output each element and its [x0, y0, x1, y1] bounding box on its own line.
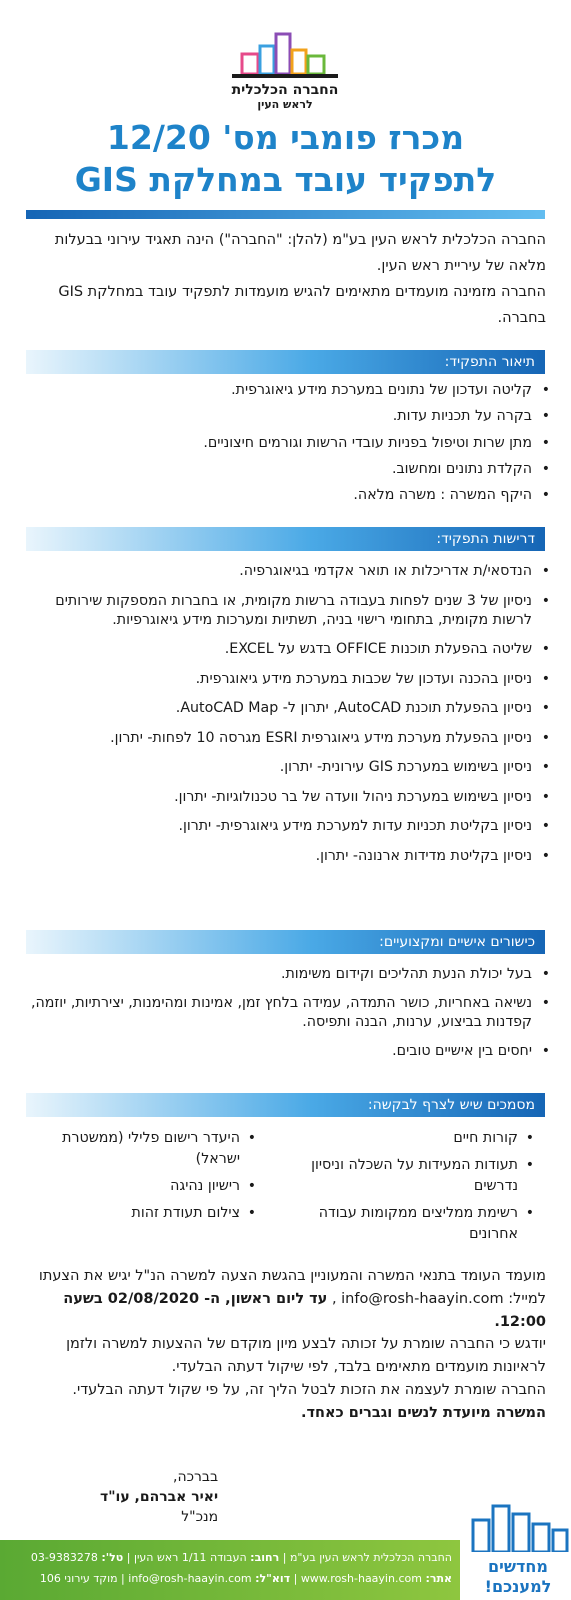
section-header-documents	[26, 1093, 545, 1117]
footer-office: מוקד עירוני 106	[39, 1572, 118, 1585]
skills-list	[26, 965, 554, 1071]
footer-line1: החברה הכלכלית לראש העין בע"מ | רחוב: העבודה 1/11 ראש העין | טל': 03-9383278	[30, 1551, 452, 1564]
footer-address-label: רחוב:	[250, 1551, 280, 1564]
requirements-list	[26, 562, 554, 876]
footer-phone-label: טל':	[101, 1551, 124, 1564]
list-item: • בקרה על תכניות עדות.	[26, 407, 532, 426]
list-item: • הקלדת נתונים ומחשוב.	[26, 460, 532, 479]
footer-phone: 03-9383278	[30, 1551, 98, 1564]
list-item: • שליטה בהפעלת תוכנות OFFICE בדגש על EXCEL.	[26, 640, 532, 659]
footer-site-link[interactable]: www.rosh-haayin.com	[300, 1572, 422, 1585]
list-item: • רישיון נהיגה	[40, 1176, 240, 1197]
intro-paragraph: החברה מזמינה מועמדים מתאימים להגיש מועמדות לתפקיד עובד במחלקת GIS בחברה.	[58, 284, 546, 326]
buildings-icon	[465, 1500, 571, 1552]
intro-text	[26, 227, 546, 331]
footer-company: החברה הכלכלית לראש העין בע"מ	[289, 1551, 452, 1564]
section-header-requirements	[26, 527, 545, 551]
submission-deadline: עד ליום ראשון, ה- 02/08/2020 בשעה 12:00.	[63, 1290, 546, 1330]
intro-paragraph: החברה הכלכלית לראש העין בע"מ (להלן: "החברה") הינה תאגיד עירוני בבעלות מלאה של עיריית ראש העין.	[54, 232, 546, 274]
documents-list-right	[286, 1128, 538, 1251]
footer-email-label: דוא"ל:	[255, 1572, 291, 1585]
logo-city: לראש העין	[257, 98, 313, 111]
closing-text	[26, 1265, 546, 1425]
company-logo	[220, 28, 350, 118]
badge-line1: מחדשים	[488, 1557, 548, 1576]
title-underline	[26, 210, 545, 219]
section-title: דרישות התפקיד:	[436, 531, 535, 547]
list-item: • ניסיון של 3 שנים לפחות בעבודה ברשות מקומית, או בחברות המספקות שירותים לרשות מקומית, בתחומי רישוי בניה, תשתיות ומערכות מידע גיאוגרפיות.	[26, 592, 532, 630]
list-item: • מתן שרות וטיפול בפניות עובדי הרשות וגורמים חיצוניים.	[26, 434, 532, 453]
footer-line2: אתר: www.rosh-haayin.com | דוא"ל: info@rosh-haayin.com | מוקד עירוני 106	[39, 1572, 452, 1585]
slogan-badge	[465, 1500, 571, 1600]
list-item: • הנדסאי/ת אדריכלות או תואר אקדמי בגיאוגרפיה.	[26, 562, 532, 581]
footer-email-link[interactable]: info@rosh-haayin.com	[128, 1572, 252, 1585]
footer-address: העבודה 1/11 ראש העין	[133, 1551, 247, 1564]
page-title-line2: לתפקיד עובד במחלקת GIS	[74, 160, 497, 199]
footer-site-label: אתר:	[425, 1572, 452, 1585]
submission-paragraph	[26, 1265, 546, 1333]
logo-name: החברה הכלכלית	[231, 82, 339, 98]
documents-list-left	[40, 1128, 260, 1230]
signature-role: מנכ"ל	[181, 1509, 219, 1525]
section-title: תיאור התפקיד:	[444, 354, 535, 370]
list-item: • רשימת ממליצים ממקומות עבודה אחרונים	[286, 1203, 518, 1245]
section-header-skills	[26, 930, 545, 954]
list-item: • קורות חיים	[286, 1128, 518, 1149]
signature-block	[100, 1467, 218, 1527]
list-item: • ניסיון בהכנה ועדכון של שכבות במערכת מידע גיאוגרפית.	[26, 670, 532, 689]
equal-opportunity-note: המשרה מיועדת לנשים וגברים כאחד.	[300, 1404, 546, 1421]
badge-line2: למענכם!	[484, 1577, 552, 1596]
list-item: • ניסיון בהפעלת תוכנת AutoCAD, יתרון ל- AutoCAD Map.	[26, 699, 532, 718]
list-item: • נשיאה באחריות, כושר התמדה, עמידה בלחץ זמן, אמינות ומהימנות, יצירתיות, יוזמה, קפדנות בביצוע, ערנות, הבנה ותפיסה.	[26, 994, 532, 1032]
footer-bar	[0, 1540, 460, 1600]
list-item: • בעל יכולת הנעת תהליכים וקידום משימות.	[26, 965, 532, 984]
signature-name: יאיר אברהם, עו"ד	[100, 1489, 219, 1505]
list-item: • צילום תעודת זהות	[40, 1203, 240, 1224]
page-title-line1: מכרז פומבי מס' 12/20	[106, 118, 465, 157]
list-item: • קליטה ועדכון של נתונים במערכת מידע גיאוגרפית.	[26, 381, 532, 400]
cancellation-paragraph: החברה שומרת לעצמה את הזכות לבטל הליך זה, על פי שקול דעתה הבלעדי.	[72, 1381, 546, 1398]
list-item: • ניסיון בהפעלת מערכת מידע גיאוגרפית ESRI מגרסה 10 לפחות- יתרון.	[26, 729, 532, 748]
submission-text: מועמד העומד בתנאי המשרה והמעוניין בהגשת הצעה למשרה הנ"ל יגיש את הצעתו למייל: info@rosh-haayin.com ,	[38, 1268, 546, 1307]
city-skyline-logo-icon	[230, 28, 340, 80]
section-header-role	[26, 350, 545, 374]
list-item: • ניסיון בקליטת מדידות ארנונה- יתרון.	[26, 847, 532, 866]
list-item: • ניסיון בקליטת תכניות עדות למערכת מידע גיאוגרפית- יתרון.	[26, 817, 532, 836]
section-title: כישורים אישיים ומקצועיים:	[379, 934, 535, 950]
role-list	[26, 381, 554, 512]
list-item: • היעדר רישום פלילי (ממשטרת ישראל)	[40, 1128, 240, 1170]
signature-greeting: בברכה,	[173, 1469, 219, 1485]
screening-paragraph: יודגש כי החברה שומרת על זכותה לבצע מיון מוקדם של ההצעות למשרה ולזמן לראיונות מועמדים מתאימים בלבד, לפי שיקול דעתה הבלעדי.	[66, 1336, 546, 1376]
list-item: • תעודות המעידות על השכלה וניסיון נדרשים	[286, 1155, 518, 1197]
list-item: • ניסיון בשימוש במערכת GIS עירונית- יתרון.	[26, 758, 532, 777]
section-title: מסמכים שיש לצרף לבקשה:	[367, 1097, 535, 1113]
list-item: • היקף המשרה : משרה מלאה.	[26, 486, 532, 505]
list-item: • יחסים בין אישיים טובים.	[26, 1042, 532, 1061]
list-item: • ניסיון בשימוש במערכת ניהול וועדה של בר טכנולוגיות- יתרון.	[26, 788, 532, 807]
